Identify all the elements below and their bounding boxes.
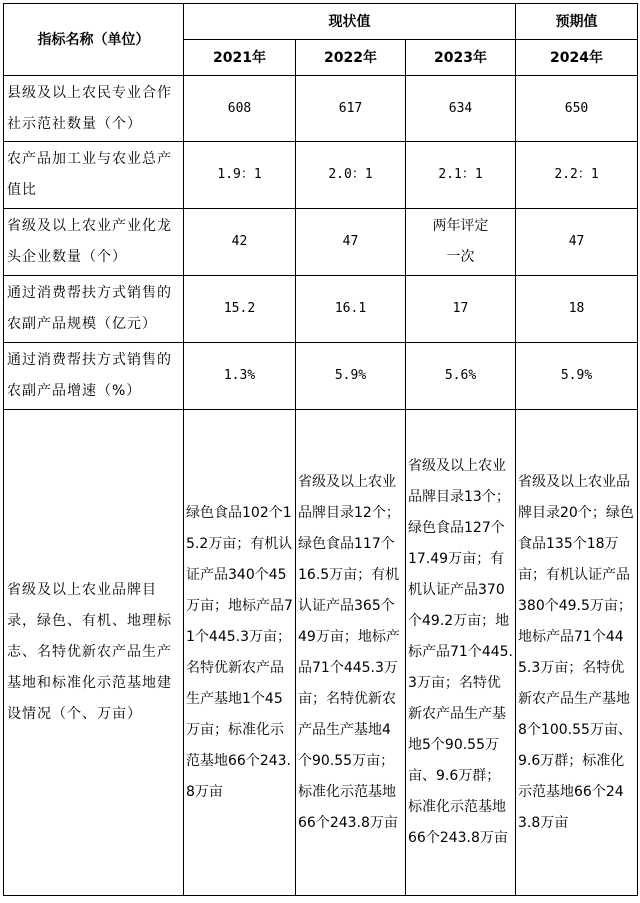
indicator-table (3, 3, 638, 896)
table-cell: 42 (184, 209, 296, 276)
table-cell: 650 (516, 76, 638, 142)
table-row (4, 410, 638, 896)
row-label: 县级及以上农民专业合作社示范社数量（个） (4, 76, 184, 142)
row-label: 农产品加工业与农业总产值比 (4, 142, 184, 209)
table-cell: 1.3% (184, 343, 296, 410)
table-cell: 16.1 (296, 276, 406, 343)
table-cell: 18 (516, 276, 638, 343)
indicator-name-header: 指标名称（单位） (4, 4, 184, 76)
table-cell: 47 (296, 209, 406, 276)
table-row (4, 76, 638, 142)
expected-value-header: 预期值 (516, 4, 638, 40)
header-row-1 (4, 4, 638, 40)
table-cell: 2.1：1 (406, 142, 516, 209)
table-cell: 省级及以上农业品牌目录12个；绿色食品117个16.5万亩；有机认证产品365个49万亩；地标产品71个445.3万亩；名特优新农产品生产基地4个90.55万亩；标准化示范基地66个243.8万亩 (296, 410, 406, 896)
table-cell: 17 (406, 276, 516, 343)
table-cell: 5.6% (406, 343, 516, 410)
table-cell: 634 (406, 76, 516, 142)
table-row (4, 209, 638, 276)
table-cell: 5.9% (516, 343, 638, 410)
table-row (4, 276, 638, 343)
table-cell: 2.2：1 (516, 142, 638, 209)
table-cell: 608 (184, 76, 296, 142)
table-cell: 5.9% (296, 343, 406, 410)
year-header: 2022年 (296, 40, 406, 76)
year-header: 2021年 (184, 40, 296, 76)
table-cell: 47 (516, 209, 638, 276)
table-cell: 617 (296, 76, 406, 142)
current-value-header: 现状值 (184, 4, 516, 40)
year-header: 2024年 (516, 40, 638, 76)
row-label: 通过消费帮扶方式销售的农副产品增速（%） (4, 343, 184, 410)
row-label: 省级及以上农业品牌目录，绿色、有机、地理标志、名特优新农产品生产基地和标准化示范基地建设情况（个、万亩） (4, 410, 184, 896)
year-header: 2023年 (406, 40, 516, 76)
table-row (4, 343, 638, 410)
table-cell: 2.0：1 (296, 142, 406, 209)
row-label: 省级及以上农业产业化龙头企业数量（个） (4, 209, 184, 276)
table-cell: 1.9：1 (184, 142, 296, 209)
row-label: 通过消费帮扶方式销售的农副产品规模（亿元） (4, 276, 184, 343)
table-cell: 绿色食品102个15.2万亩；有机认证产品340个45万亩；地标产品71个445.3万亩；名特优新农产品生产基地1个45万亩；标准化示范基地66个243.8万亩 (184, 410, 296, 896)
table-cell: 省级及以上农业品牌目录20个；绿色食品135个18万亩；有机认证产品380个49.5万亩；地标产品71个445.3万亩；名特优新农产品生产基地8个100.55万亩、9.6万群；标准化示范基地66个243.8万亩 (516, 410, 638, 896)
table-cell: 15.2 (184, 276, 296, 343)
table-cell: 省级及以上农业品牌目录13个；绿色食品127个17.49万亩；有机认证产品370个49.2万亩；地标产品71个445.3万亩；名特优新农产品生产基地5个90.55万亩、9.6万群；标准化示范基地66个243.8万亩 (406, 410, 516, 896)
table-cell: 两年评定一次 (406, 209, 516, 276)
table-row (4, 142, 638, 209)
